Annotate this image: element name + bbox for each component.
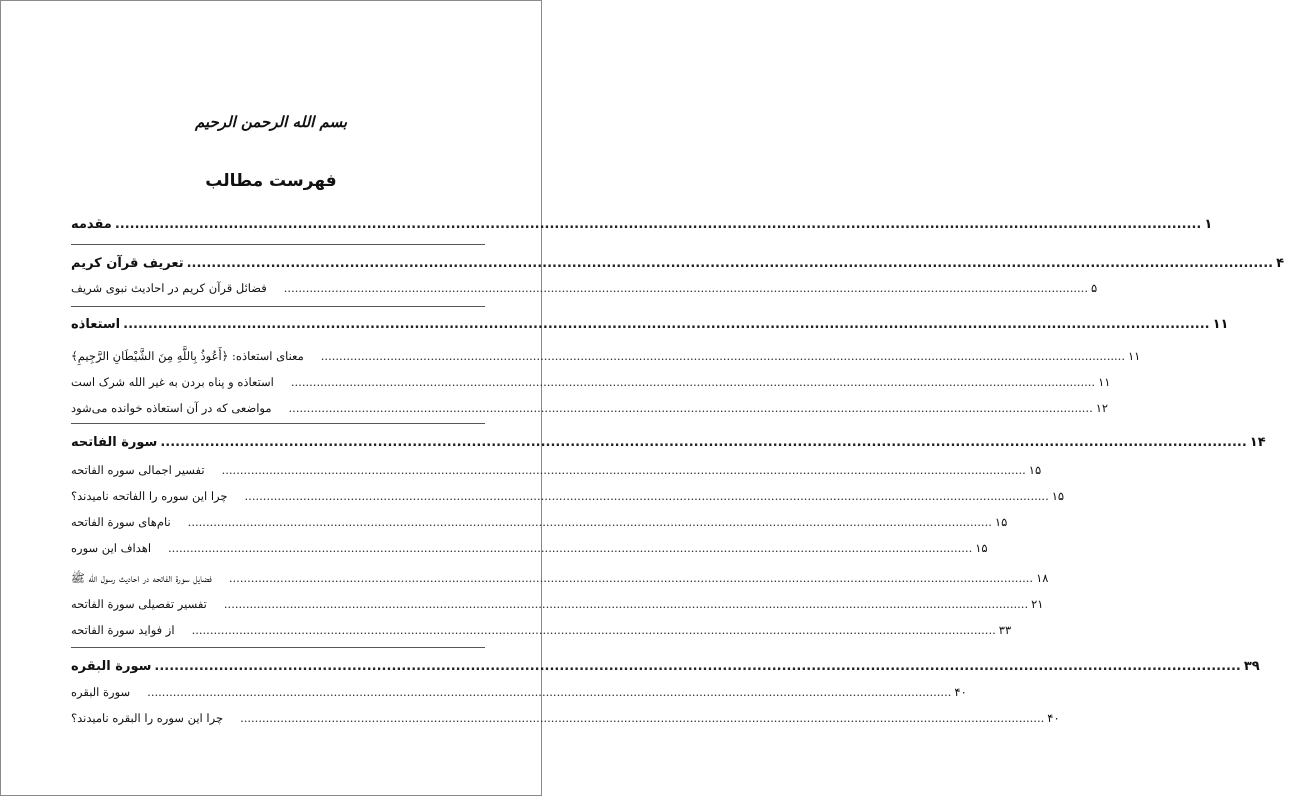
section-divider	[71, 647, 485, 648]
section-divider	[71, 423, 485, 424]
toc-entry-row[interactable]	[71, 375, 1111, 389]
toc-page-number: ۴۰	[954, 685, 967, 699]
toc-entry-row[interactable]	[71, 571, 1049, 588]
dot-leader: ............................................................................................................................................................................................................................	[154, 659, 1241, 674]
dot-leader: ............................................................................................................................................................................................................................	[240, 711, 1045, 725]
toc-page-number: ۱۱	[1128, 349, 1141, 363]
toc-title: فضایل سورة الفاتحه در احادیث رسول الله ﷺ	[71, 571, 212, 585]
toc-page-number: ۱۱	[1212, 317, 1229, 332]
toc-title: مواضعی که در آن استعاذه خوانده می‌شود	[71, 401, 272, 415]
toc-page-number: ۴	[1276, 256, 1285, 271]
section-divider	[71, 306, 485, 307]
toc-title: تفسیر تفصیلی سورة الفاتحه	[71, 597, 207, 611]
section-divider	[71, 244, 485, 245]
toc-section-row[interactable]	[71, 435, 1266, 450]
toc-page-number: ۱۵	[975, 541, 988, 555]
dot-leader: ............................................................................................................................................................................................................................	[223, 597, 1029, 611]
dot-leader: ............................................................................................................................................................................................................................	[320, 349, 1125, 363]
dot-leader: ............................................................................................................................................................................................................................	[168, 541, 973, 555]
toc-entry-row[interactable]	[71, 515, 1008, 529]
toc-title: تفسیر اجمالی سوره الفاتحه	[71, 463, 205, 477]
toc-title: مقدمه	[71, 217, 112, 232]
dot-leader: ............................................................................................................................................................................................................................	[244, 489, 1049, 503]
dot-leader: ............................................................................................................................................................................................................................	[160, 435, 1247, 450]
dot-leader: ............................................................................................................................................................................................................................	[191, 623, 996, 637]
toc-page-number: ۱۱	[1098, 375, 1111, 389]
toc-entry-row[interactable]	[71, 711, 1060, 725]
toc-entry-row[interactable]	[71, 489, 1065, 503]
toc-page-number: ۴۰	[1047, 711, 1060, 725]
toc-title: سورة البقره	[71, 685, 131, 699]
toc-title: سورة الفاتحه	[71, 435, 158, 450]
toc-title: معنای استعاذه: ﴿أَعُوذُ بِاللَّهِ مِنَ الشَّيْطَانِ الرَّجِيمِ﴾	[71, 349, 304, 363]
dot-leader: ............................................................................................................................................................................................................................	[221, 463, 1026, 477]
toc-page-number: ۱۲	[1095, 401, 1109, 415]
dot-leader: ............................................................................................................................................................................................................................	[187, 515, 992, 529]
dot-leader: ............................................................................................................................................................................................................................	[123, 317, 1210, 332]
toc-entry-row[interactable]	[71, 597, 1044, 611]
toc-page-number: ۱	[1204, 217, 1213, 232]
toc-title: فضائل قرآن کریم در احادیث نبوی شریف	[71, 281, 267, 295]
toc-page-number: ۳۹	[1243, 659, 1260, 674]
toc-entry-row[interactable]	[71, 401, 1109, 415]
toc-section-row[interactable]	[71, 217, 1213, 232]
toc-entry-row[interactable]	[71, 541, 988, 555]
toc-title: از فواید سورة الفاتحه	[71, 623, 175, 637]
toc-title: تعریف قرآن کریم	[71, 256, 184, 271]
toc-entry-row[interactable]	[71, 349, 1141, 363]
toc-title: استعاذه	[71, 317, 121, 332]
toc-entry-row[interactable]	[71, 281, 1098, 295]
toc-title: استعاذه و پناه بردن به غیر الله شرک است	[71, 375, 274, 389]
toc-title: اهداف این سوره	[71, 541, 152, 555]
toc-page-number: ۱۸	[1036, 571, 1049, 585]
toc-section-row[interactable]	[71, 317, 1229, 332]
toc-page-number: ۵	[1091, 281, 1098, 295]
toc-page-number: ۱۴	[1249, 435, 1266, 450]
dot-leader: ............................................................................................................................................................................................................................	[186, 256, 1274, 271]
basmala-heading: بسم الله الرحمن الرحيم	[194, 113, 348, 131]
toc-entry-row[interactable]	[71, 623, 1012, 637]
dot-leader: ............................................................................................................................................................................................................................	[228, 571, 1034, 585]
toc-title: چرا این سوره را الفاتحه نامیدند؟	[71, 489, 228, 503]
toc-title: سورة البقره	[71, 659, 152, 674]
dot-leader: ............................................................................................................................................................................................................................	[283, 281, 1088, 295]
toc-page-number: ۱۵	[1051, 489, 1065, 503]
dot-leader: ............................................................................................................................................................................................................................	[290, 375, 1096, 389]
toc-title: چرا این سوره را البقره نامیدند؟	[71, 711, 224, 725]
toc-entry-row[interactable]	[71, 463, 1042, 477]
dot-leader: ............................................................................................................................................................................................................................	[288, 401, 1093, 415]
page-title: فهرست مطالب	[205, 171, 337, 191]
toc-entry-row[interactable]	[71, 685, 967, 699]
toc-page-number: ۱۵	[1028, 463, 1042, 477]
dot-leader: ............................................................................................................................................................................................................................	[114, 217, 1202, 232]
toc-page-number: ۳۳	[998, 623, 1012, 637]
toc-page-number: ۲۱	[1031, 597, 1044, 611]
toc-title: نام‌های سورة الفاتحه	[71, 515, 171, 529]
toc-section-row[interactable]	[71, 256, 1285, 271]
dot-leader: ............................................................................................................................................................................................................................	[147, 685, 952, 699]
toc-page-number: ۱۵	[994, 515, 1008, 529]
toc-section-row[interactable]	[71, 659, 1260, 674]
